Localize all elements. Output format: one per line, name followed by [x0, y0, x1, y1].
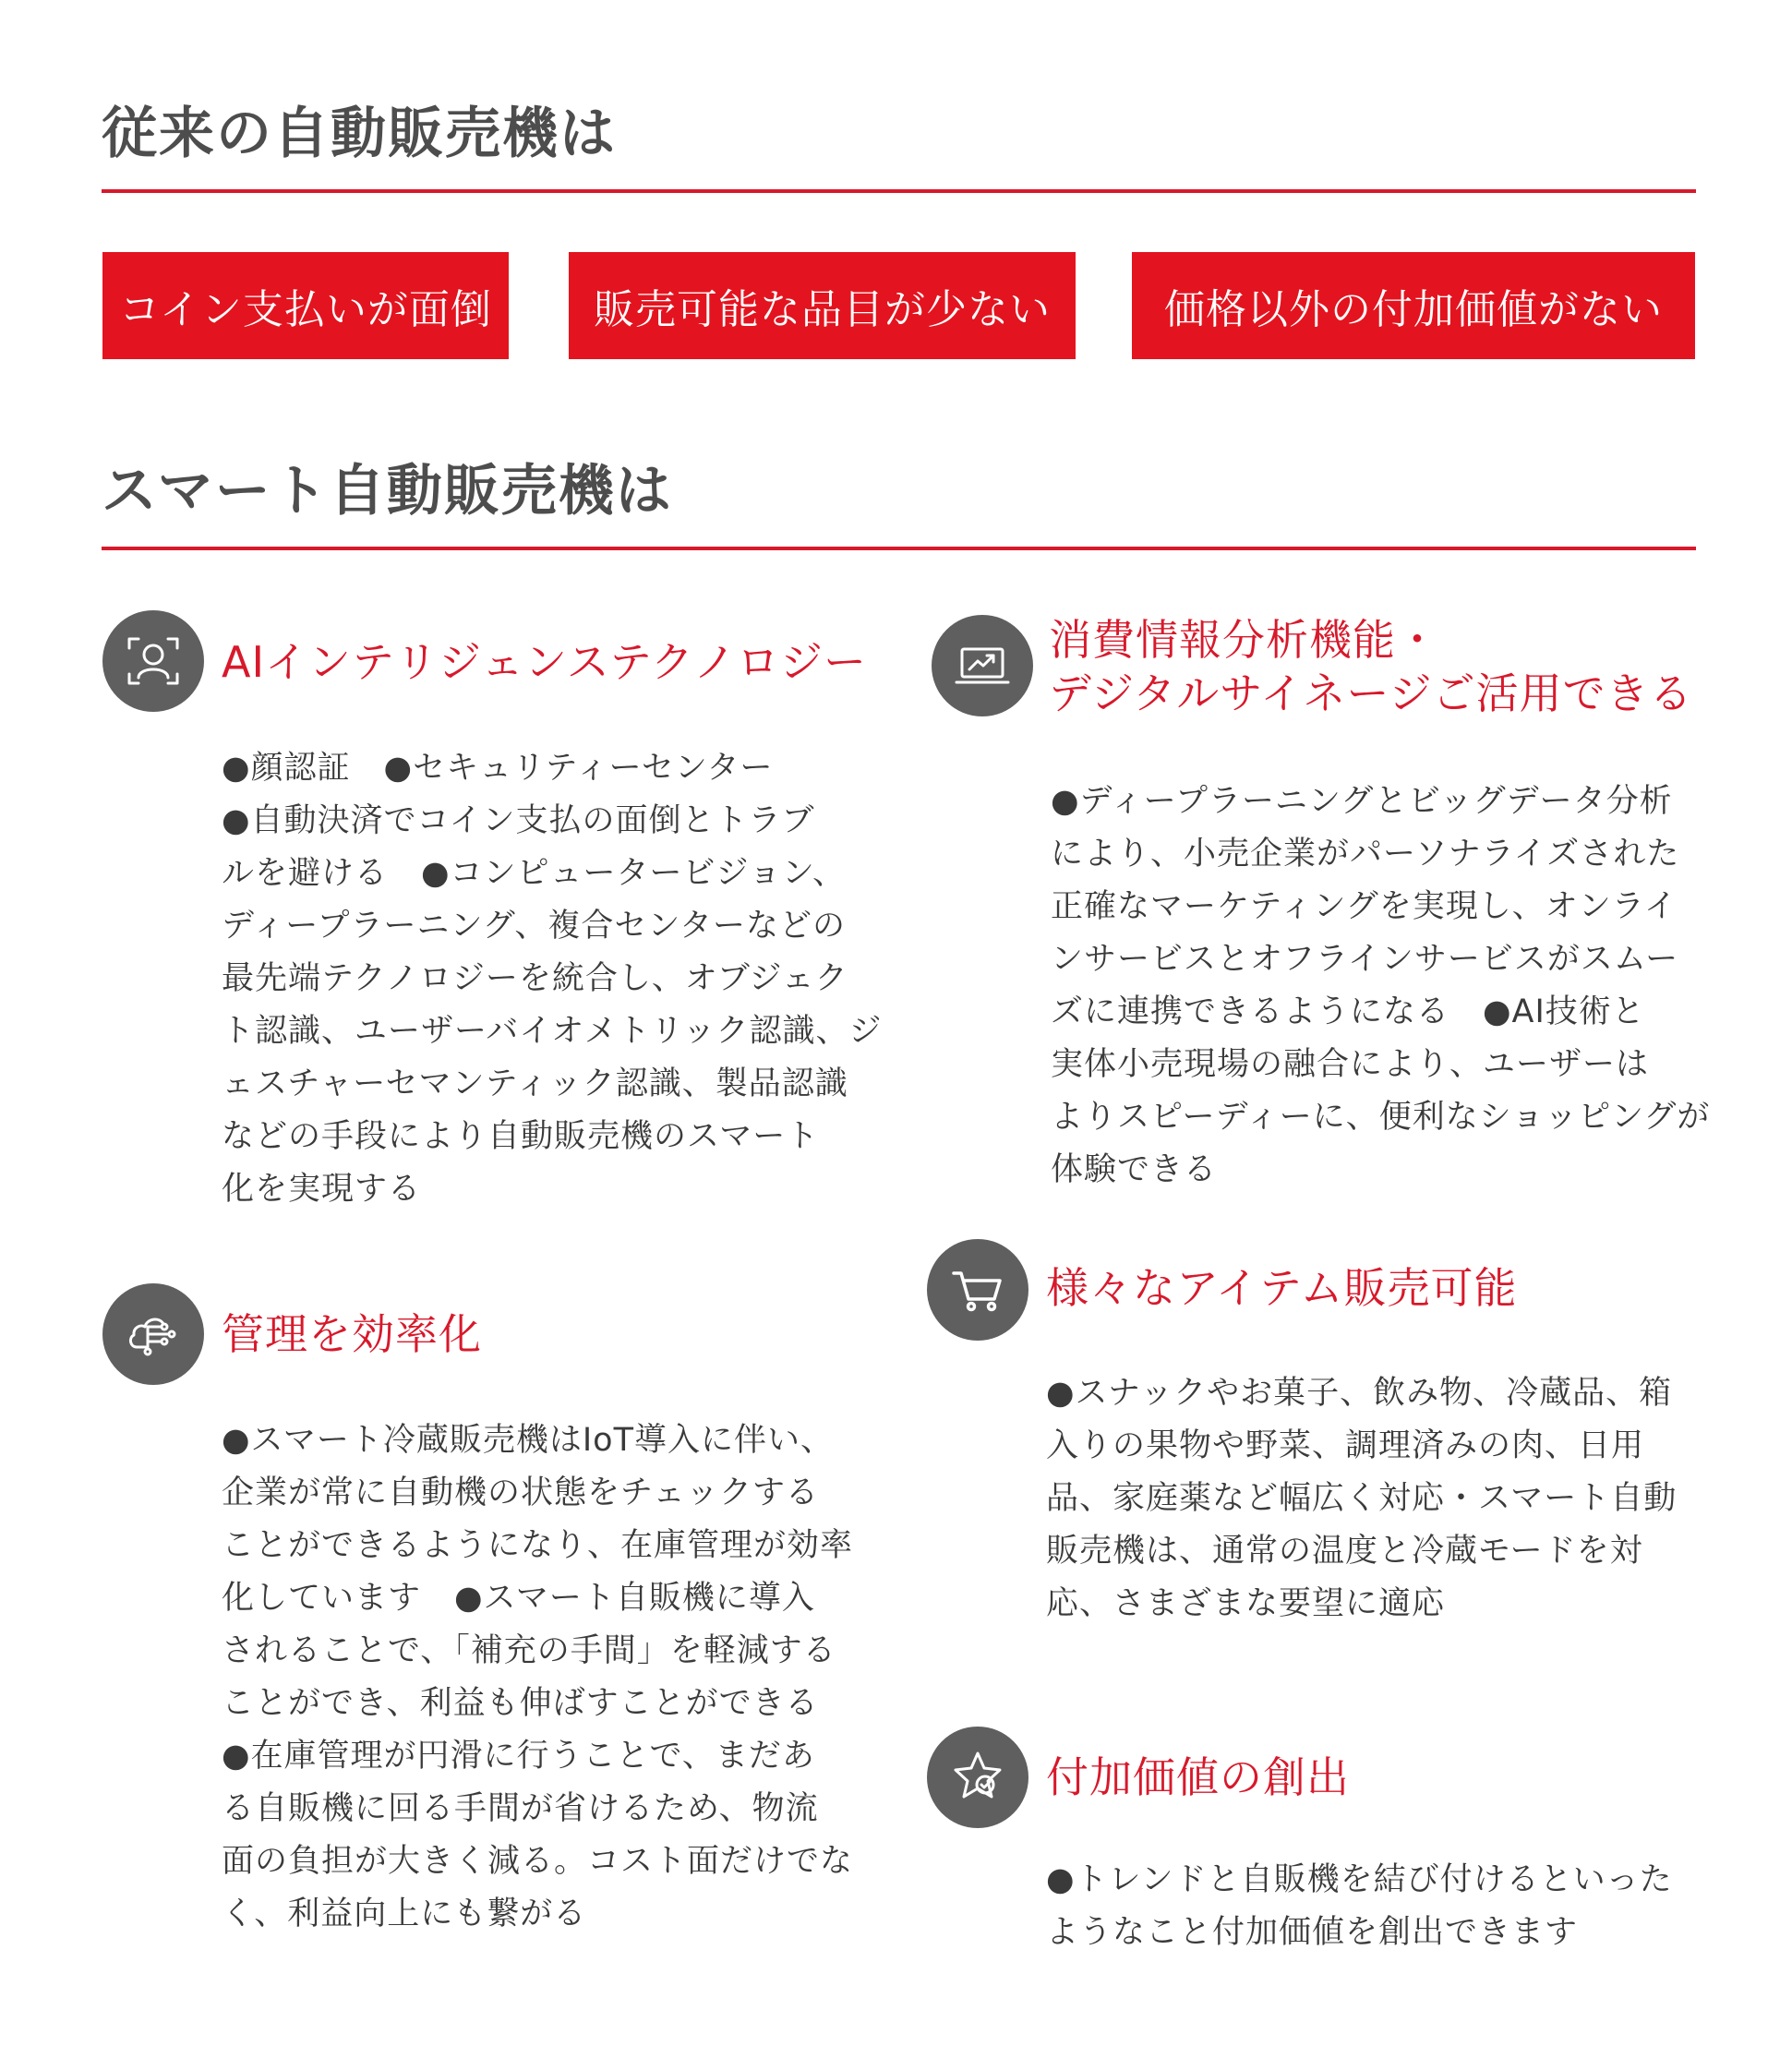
body-line: 化しています ●スマート自販機に導入	[222, 1580, 815, 1617]
feature-body-various-items	[1046, 1367, 1677, 1631]
body-line: ●スマート冷蔵販売機はIoT導入に伴い、	[222, 1422, 834, 1459]
problem-tag-coin-payment: コイン支払いが面倒	[102, 252, 509, 359]
body-line: ことができ、利益も伸ばすことができる	[222, 1685, 819, 1722]
body-line: 企業が常に自動機の状態をチェックする	[222, 1474, 819, 1511]
feature-title-line: AIインテリジェンステクノロジー	[222, 637, 868, 687]
body-line: ●トレンドと自販機を結び付けるといった	[1046, 1861, 1673, 1898]
feature-title-line: 消費情報分析機能・	[1049, 615, 1439, 665]
body-line: ●在庫管理が円滑に行うことで、まだあ	[222, 1738, 815, 1775]
body-line: 面の負担が大きく減る。コスト面だけでな	[222, 1843, 854, 1880]
body-line: ルを避ける ●コンピュータービジョン、	[222, 855, 847, 892]
body-line: ようなこと付加価値を創出できます	[1046, 1914, 1579, 1951]
feature-body-efficient-management	[222, 1414, 853, 1941]
smart-section-title: スマート自動販売機は	[102, 459, 673, 524]
body-line: 正確なマーケティングを実現し、オンライ	[1051, 888, 1678, 925]
body-line: ンサービスとオフラインサービスがスムー	[1051, 941, 1679, 978]
star-badge-icon	[927, 1727, 1028, 1828]
body-line: る自販機に回る手間が省けるため、物流	[222, 1790, 819, 1827]
body-line: ●顔認証 ●セキュリティーセンター	[222, 750, 774, 787]
body-line: 応、さまざまな要望に適応	[1046, 1585, 1446, 1622]
cloud-network-icon	[102, 1283, 204, 1385]
body-line: ズに連携できるようになる ●AI技術と	[1051, 993, 1645, 1030]
conventional-section-title: 従来の自動販売機は	[102, 102, 617, 166]
body-line: 販売機は、通常の温度と冷蔵モードを対	[1046, 1533, 1643, 1570]
feature-body-added-value	[1046, 1854, 1673, 1959]
feature-title-added-value	[1046, 1751, 1350, 1804]
body-line: ことができるようになり、在庫管理が効率	[222, 1527, 854, 1564]
analytics-screen-icon	[932, 615, 1033, 716]
body-line: ディープラーニング、複合センターなどの	[222, 908, 846, 945]
shopping-cart-icon	[927, 1239, 1028, 1341]
feature-body-analytics-signage	[1051, 776, 1710, 1197]
body-line: ト認識、ユーザーバイオメトリック認識、ジ	[222, 1013, 883, 1050]
body-line: ェスチャーセマンティック認識、製品認識	[222, 1065, 848, 1102]
feature-title-line: 管理を効率化	[222, 1309, 482, 1359]
body-line: ●ディープラーニングとビッグデータ分析	[1051, 783, 1673, 820]
body-line: 入りの果物や野菜、調理済みの肉、日用	[1046, 1427, 1645, 1464]
body-line: ●スナックやお菓子、飲み物、冷蔵品、箱	[1046, 1375, 1673, 1412]
body-line: く、利益向上にも繋がる	[222, 1896, 587, 1932]
conventional-section-divider	[102, 189, 1696, 193]
body-line: ●自動決済でコイン支払の面倒とトラブ	[222, 802, 815, 839]
feature-title-various-items	[1046, 1261, 1518, 1315]
body-line: 品、家庭薬など幅広く対応・スマート自動	[1046, 1480, 1678, 1517]
feature-title-analytics-signage	[1049, 613, 1693, 720]
feature-title-ai-technology	[222, 635, 867, 689]
body-line: 実体小売現場の融合により、ユーザーは	[1051, 1046, 1650, 1083]
smart-section-divider	[102, 547, 1696, 550]
body-line: よりスピーディーに、便利なショッピングが	[1051, 1099, 1711, 1136]
problem-tag-no-added-value: 価格以外の付加価値がない	[1132, 252, 1695, 359]
feature-title-line: 様々なアイテム販売可能	[1046, 1263, 1518, 1313]
feature-title-efficient-management	[222, 1307, 482, 1361]
body-line: 最先端テクノロジーを統合し、オブジェク	[222, 960, 848, 997]
body-line: されることで、「補充の手間」を軽減する	[222, 1632, 836, 1669]
feature-title-line: 付加価値の創出	[1046, 1752, 1350, 1802]
feature-title-line: デジタルサイネージご活用できる	[1049, 668, 1693, 718]
body-line: などの手段により自動販売機のスマート	[222, 1118, 820, 1155]
problem-tag-few-items: 販売可能な品目が少ない	[569, 252, 1076, 359]
feature-body-ai-technology	[222, 742, 882, 1216]
body-line: 体験できる	[1051, 1151, 1218, 1188]
face-recognition-icon	[102, 610, 204, 712]
body-line: 化を実現する	[222, 1171, 422, 1208]
body-line: により、小売企業がパーソナライズされた	[1051, 836, 1680, 873]
